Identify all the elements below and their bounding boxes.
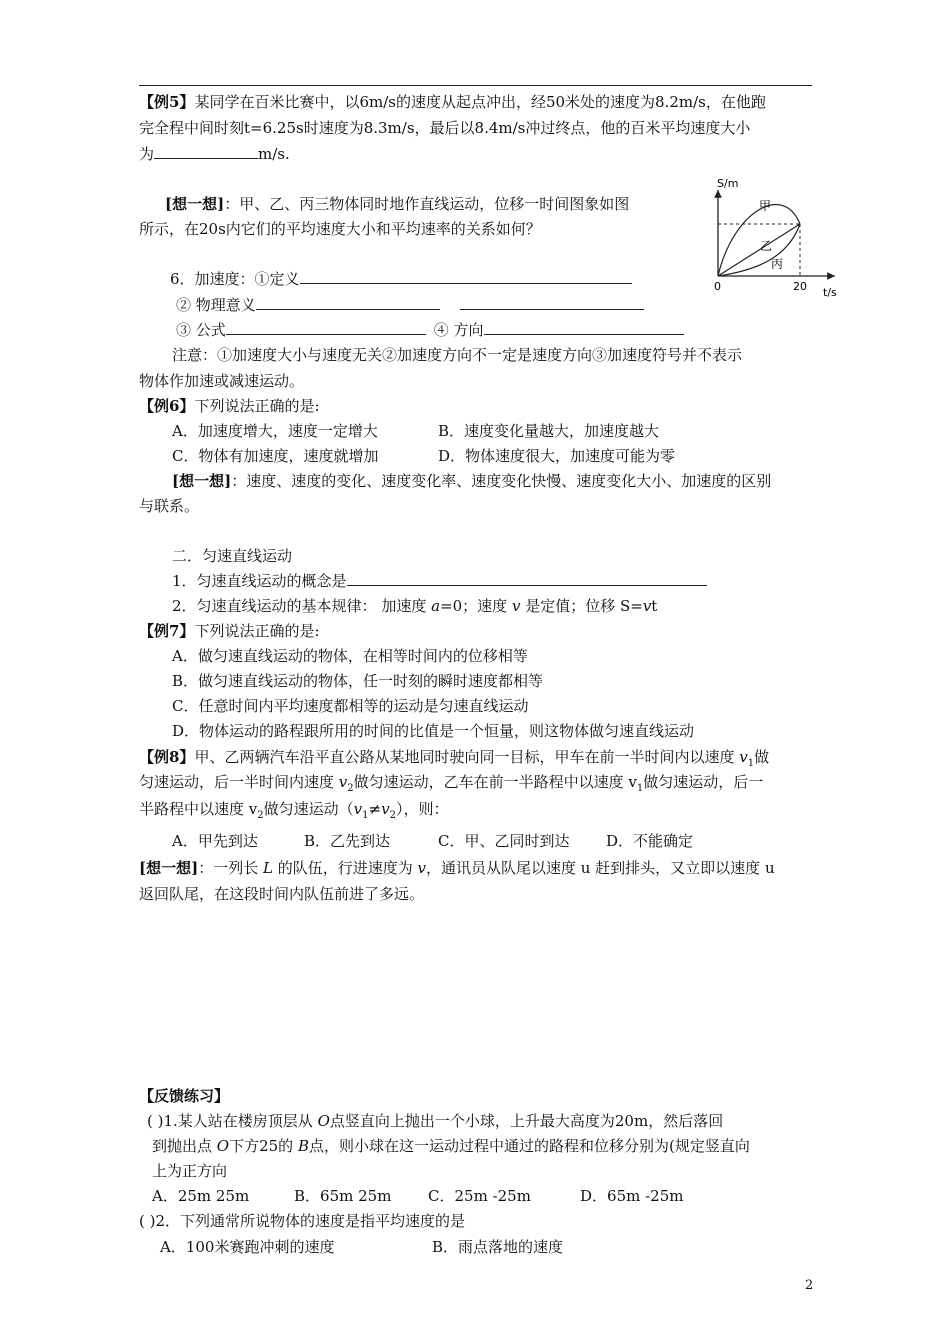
feedback-q1-option-c: C．25m -25m [428,1187,531,1205]
answer-blank[interactable] [154,143,258,159]
label-bing: 丙 [771,257,784,271]
feedback-q1-option-a: A．25m 25m [152,1187,250,1205]
definition-blank[interactable] [300,268,632,284]
ex5-line2: 完全程中间时刻t=6.25s时速度为8.3m/s，最后以8.4m/s冲过终点，他的百米平均速度大小 [139,119,751,137]
think3-line1: [想一想]：一列长 L 的队伍，行进速度为 v，通讯员从队尾以速度 u 赶到排头，又立即以速度 u [139,859,775,877]
think1-line1: [想一想]：甲、乙、丙三物体同时地作直线运动，位移一时间图象如图 [165,195,630,213]
x-axis-label: t/s [823,286,837,299]
ex7-question: 【例7】下列说法正确的是: [139,622,320,640]
ex8-line3: 半路程中以速度 $v_2$做匀速运动$(v_1\ne v_2)$，则： [139,800,449,821]
think2-line2: 与联系。 [139,497,200,515]
uniform-rules: 2．匀速直线运动的基本规律： 加速度 a=0；速度 v 是定值；位移 S=vt [172,597,658,615]
feedback-q2-option-b: B．雨点落地的速度 [432,1238,564,1256]
uniform-heading: 二．匀速直线运动 [172,547,293,565]
ex6-option-d: D．物体速度很大，加速度可能为零 [438,447,676,465]
ex6-option-a: A．加速度增大，速度一定增大 [172,422,378,440]
ex8-line2: 匀速运动，后一半时间内速度 $v_2$做匀速运动，乙车在前一半路程中以速度 $v_1$做匀速运动，后一 [139,773,764,794]
ex6-option-c: C．物体有加速度，速度就增加 [172,447,379,465]
line-yi [718,224,800,276]
ex7-option-d: D．物体运动的路程跟所用的时间的比值是一个恒量，则这物体做匀速直线运动 [172,722,695,740]
concept-blank[interactable] [347,570,707,586]
formula-blank[interactable] [226,319,426,335]
ex8-option-a: A．甲先到达 [172,832,258,850]
ex8-option-d: D．不能确定 [606,832,694,850]
ex7-option-a: A．做匀速直线运动的物体，在相等时间内的位移相等 [172,647,528,665]
accel-meaning: ② 物理意义 [176,294,644,316]
ex6-question: 【例6】下列说法正确的是: [139,397,320,415]
accel-note2: 物体作加速或减速运动。 [139,372,305,390]
ex8-line1: 【例8】甲、乙两辆汽车沿平直公路从某地同时驶向同一目标，甲车在前一半时间内以速度 $v_1$做 [139,748,770,769]
accel-note1: 注意：①加速度大小与速度无关②加速度方向不一定是速度方向③加速度符号并不表示 [172,346,743,364]
think2-line1: [想一想]：速度、速度的变化、速度变化率、速度变化快慢、速度变化大小、加速度的区别 [172,472,772,490]
accel-formula-direction: ③ 公式 ④ 方向 [176,319,684,341]
label-yi: 乙 [760,239,773,253]
ex5-line1: 【例5】某同学在百米比赛中，以6m/s的速度从起点冲出，经50米处的速度为8.2m/s，在他跑 [139,93,766,111]
label-jia: 甲 [759,199,772,213]
feedback-q1-line2: 到抛出点 O下方25的 B点，则小球在这一运动过程中通过的路程和位移分别为(规定竖直向 [152,1137,750,1155]
ex6-option-b: B．速度变化量越大，加速度越大 [438,422,660,440]
meaning-blank-2[interactable] [460,294,644,310]
ex8-option-c: C．甲、乙同时到达 [438,832,570,850]
header-rule [139,85,812,86]
x-tick-20: 20 [793,280,807,293]
direction-blank[interactable] [484,319,684,335]
feedback-q1-option-b: B．65m 25m [294,1187,392,1205]
y-axis-label: S/m [717,177,739,190]
feedback-q2: ( )2．下列通常所说物体的速度是指平均速度的是 [139,1212,466,1230]
ex7-option-b: B．做匀速直线运动的物体，任一时刻的瞬时速度都相等 [172,672,544,690]
feedback-q2-option-a: A．100米赛跑冲刺的速度 [160,1238,335,1256]
origin-label: 0 [714,280,721,293]
displacement-time-graph [703,172,843,302]
page-number: 2 [805,1278,814,1293]
ex5-line3: 为 m/s. [139,145,290,163]
feedback-q1-option-d: D．65m -25m [580,1187,684,1205]
ex5-label: 【例5】 [139,93,195,111]
ex8-option-b: B．乙先到达 [304,832,391,850]
accel-definition: 6．加速度：①定义 [170,268,632,290]
feedback-q1-line1: ( )1.某人站在楼房顶层从 O点竖直向上抛出一个小球，上升最大高度为20m，然后落回 [147,1112,724,1130]
uniform-concept: 1．匀速直线运动的概念是 [172,570,707,592]
ex7-option-c: C．任意时间内平均速度都相等的运动是匀速直线运动 [172,697,529,715]
think1-line2: 所示，在20s内它们的平均速度大小和平均速率的关系如何？ [139,220,541,238]
meaning-blank-1[interactable] [256,294,440,310]
feedback-heading: 【反馈练习】 [139,1087,230,1105]
think3-line2: 返回队尾，在这段时间内队伍前进了多远。 [139,885,425,903]
feedback-q1-line3: 上为正方向 [152,1162,228,1180]
